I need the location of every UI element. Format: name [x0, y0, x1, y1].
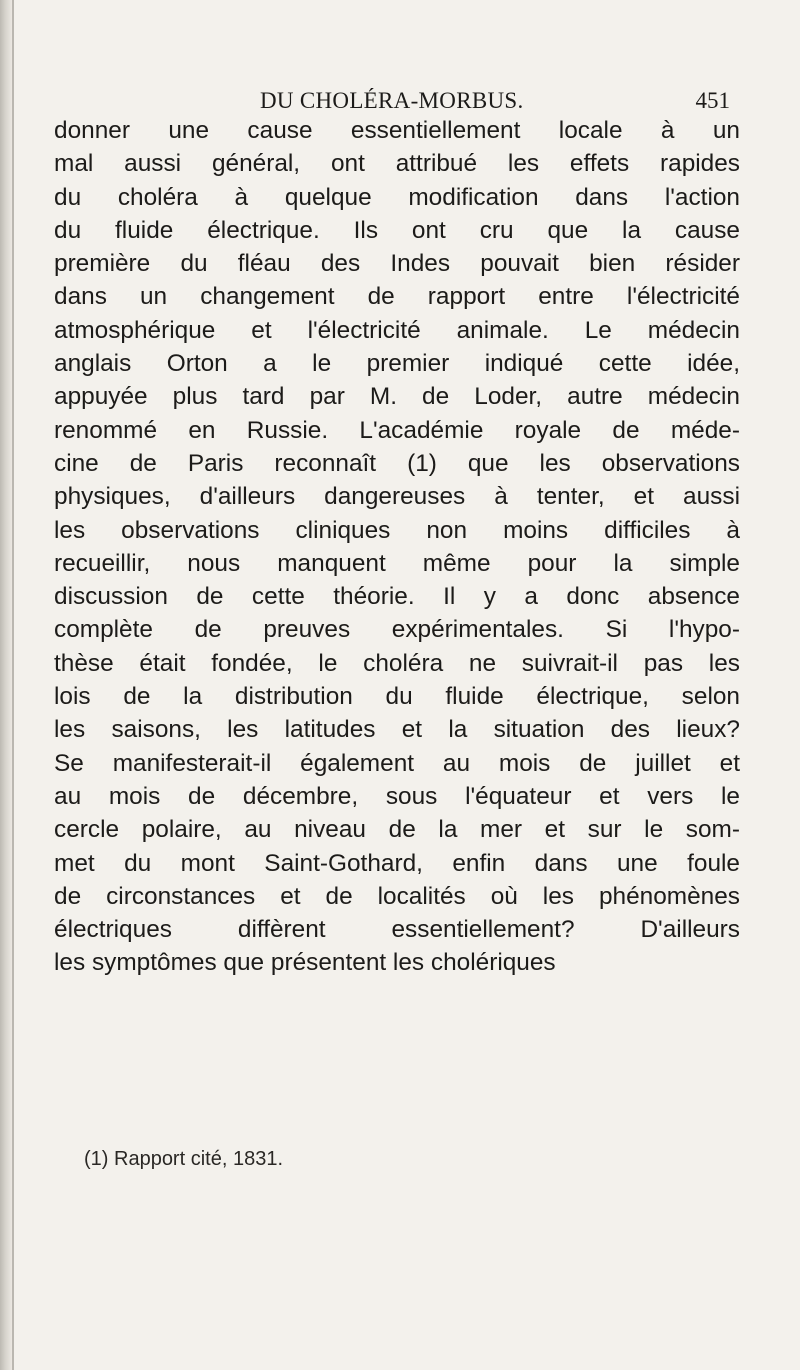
text-line: anglais Orton a le premier indiqué cette idée,: [54, 350, 740, 378]
text-line: donner une cause essentiellement locale à un: [54, 117, 740, 144]
text-line: discussion de cette théorie. Il y a donc absence: [54, 583, 740, 611]
page-binding-line: [12, 0, 14, 1370]
text-line: au mois de décembre, sous l'équateur et vers le: [54, 782, 740, 810]
text-line: cercle polaire, au niveau de la mer et sur le som-: [54, 816, 740, 844]
text-line: atmosphérique et l'électricité animale. Le médecin: [54, 316, 740, 344]
text-line: du fluide électrique. Ils ont cru que la cause: [54, 216, 740, 244]
text-line: appuyée plus tard par M. de Loder, autre médecin: [54, 383, 740, 411]
text-line: du choléra à quelque modification dans l'action: [54, 183, 740, 211]
text-line: physiques, d'ailleurs dangereuses à tenter, et aussi: [54, 483, 740, 511]
text-line: les saisons, les latitudes et la situation des lieux?: [54, 716, 740, 744]
text-line: renommé en Russie. L'académie royale de méde-: [54, 416, 740, 444]
text-line: de circonstances et de localités où les phénomènes: [54, 882, 740, 910]
text-line: thèse était fondée, le choléra ne suivrait-il pas les: [54, 649, 740, 677]
text-line: cine de Paris reconnaît (1) que les observations: [54, 449, 740, 477]
running-title: DU CHOLÉRA-MORBUS.: [260, 88, 524, 113]
text-line: mal aussi général, ont attribué les effets rapides: [54, 150, 740, 178]
body-text: [54, 114, 740, 980]
page-binding-edge: [0, 0, 12, 1370]
text-line: dans un changement de rapport entre l'électricité: [54, 283, 740, 311]
footnote: (1) Rapport cité, 1831.: [84, 1148, 283, 1170]
text-line: les observations cliniques non moins difficiles à: [54, 516, 740, 544]
text-line: électriques diffèrent essentiellement? D'ailleurs: [54, 916, 740, 944]
text-line: lois de la distribution du fluide électrique, selon: [54, 683, 740, 711]
text-line: les symptômes que présentent les cholériques: [54, 949, 556, 977]
text-line: met du mont Saint-Gothard, enfin dans une foule: [54, 849, 740, 877]
text-line: première du fléau des Indes pouvait bien résider: [54, 250, 740, 278]
page-number: 451: [695, 88, 730, 113]
text-line: Se manifesterait-il également au mois de juillet et: [54, 749, 740, 777]
text-line: complète de preuves expérimentales. Si l'hypo-: [54, 616, 740, 644]
text-line: recueillir, nous manquent même pour la simple: [54, 549, 740, 577]
